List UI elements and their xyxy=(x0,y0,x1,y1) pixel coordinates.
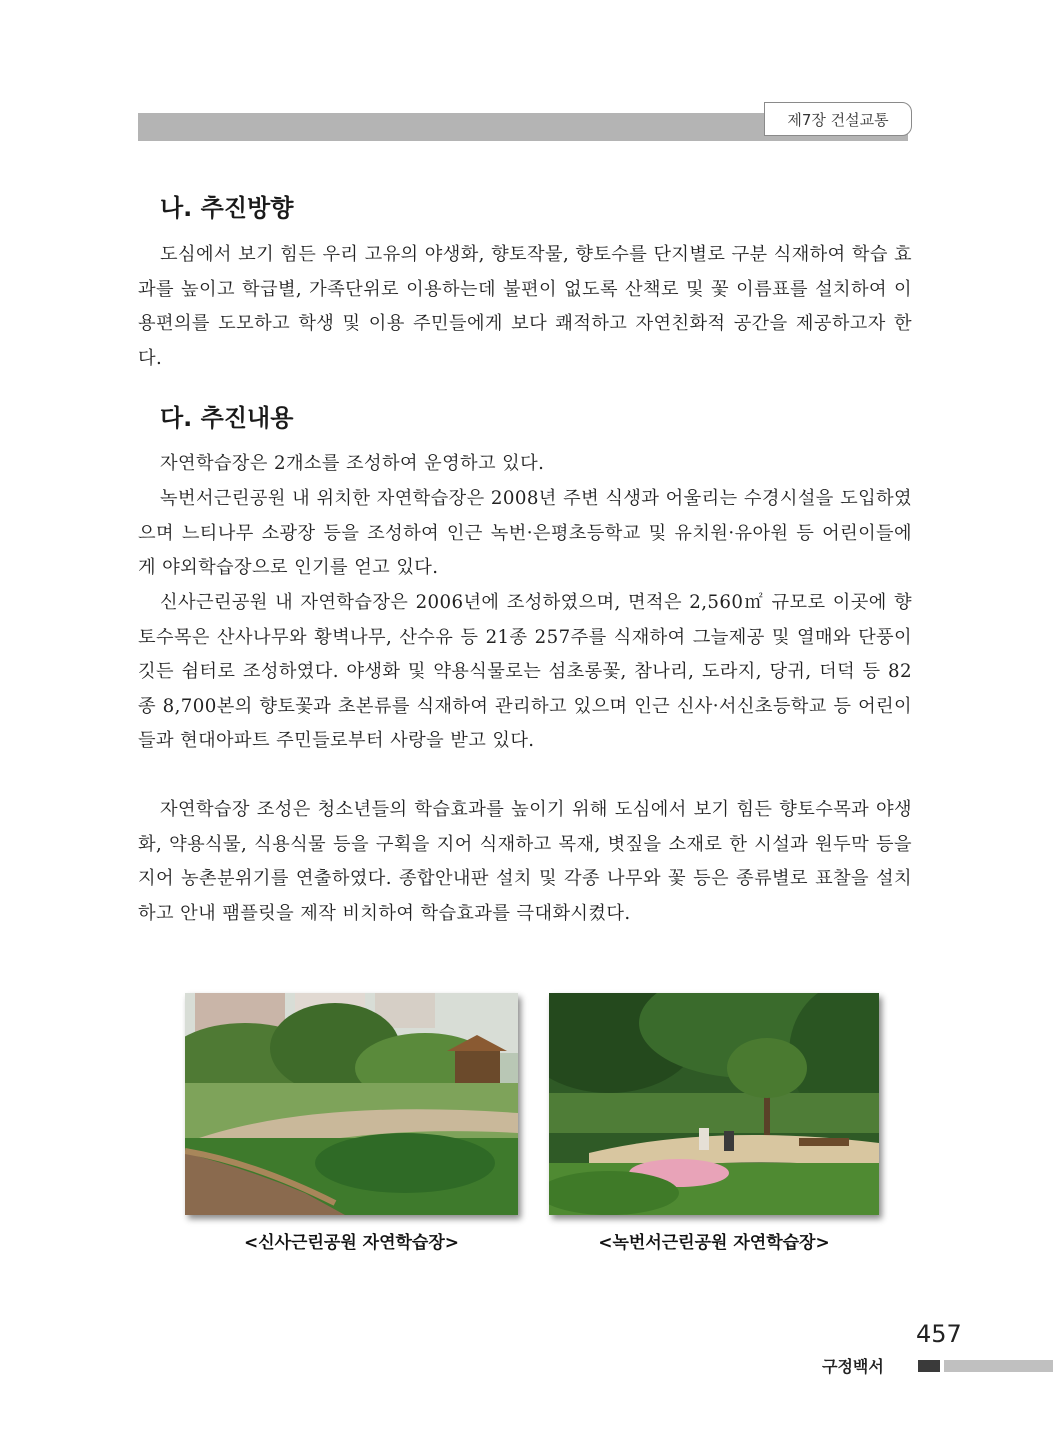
photo-sinsa-nature-learning-park xyxy=(185,993,518,1215)
paragraph-direction: 도심에서 보기 힘든 우리 고유의 야생화, 향토작물, 향토수를 단지별로 구분 식재하여 학습 효과를 높이고 학급별, 가족단위로 이용하는데 불편이 없도록 산책로 및 꽃 이름표를 설치하여 이용편의를 도모하고 학생 및 이용 주민들에게 보다 쾌적하고 자연친화적 공간을 제공하고자 한다. xyxy=(138,244,912,369)
photo-caption-nokbeonseo: <녹번서근린공원 자연학습장> xyxy=(598,1233,830,1253)
photo-nokbeonseo-nature-learning-park xyxy=(549,993,879,1215)
chapter-label: 제7장 건설교통 xyxy=(764,102,912,136)
paragraph-content-2: 녹번서근린공원 내 위치한 자연학습장은 2008년 주변 식생과 어울리는 수경시설을 도입하였으며 느티나무 소광장 등을 조성하여 인근 녹번·은평초등학교 및 유치원·유아원 등 어린이들에게 야외학습장으로 인기를 얻고 있다. xyxy=(138,488,912,579)
footer-book-title: 구정백서 xyxy=(822,1357,884,1376)
paragraph-content-4: 자연학습장 조성은 청소년들의 학습효과를 높이기 위해 도심에서 보기 힘든 향토수목과 야생화, 약용식물, 식용식물 등을 구획을 지어 식재하고 목재, 볏짚을 소재로 한 시설과 원두막 등을 지어 농촌분위기를 연출하였다. 종합안내판 설치 및 각종 나무와 꽃 등은 종류별로 표찰을 설치하고 안내 팸플릿을 제작 비치하여 학습효과를 극대화시켰다. xyxy=(138,799,912,924)
photo-caption-sinsa: <신사근린공원 자연학습장> xyxy=(243,1233,460,1253)
footer-bar xyxy=(944,1360,1053,1372)
section-title-direction: 나. 추진방향 xyxy=(160,194,294,222)
paragraph-content-1: 자연학습장은 2개소를 조성하여 운영하고 있다. xyxy=(160,453,545,474)
page-number: 457 xyxy=(916,1320,962,1348)
paragraph-content-3: 신사근린공원 내 자연학습장은 2006년에 조성하였으며, 면적은 2,560㎡ 규모로 이곳에 향토수목은 산사나무와 황벽나무, 산수유 등 21종 257주를 식재하여 그늘제공 및 열매와 단풍이 깃든 쉼터로 조성하였다. 야생화 및 약용식물로는 섬초롱꽃, 참나리, 도라지, 당귀, 더덕 등 82종 8,700본의 향토꽃과 초본류를 식재하여 관리하고 있으며 인근 신사·서신초등학교 등 어린이들과 현대아파트 주민들로부터 사랑을 받고 있다. xyxy=(138,592,912,752)
footer-accent-block xyxy=(918,1360,940,1372)
section-title-content: 다. 추진내용 xyxy=(160,404,294,432)
